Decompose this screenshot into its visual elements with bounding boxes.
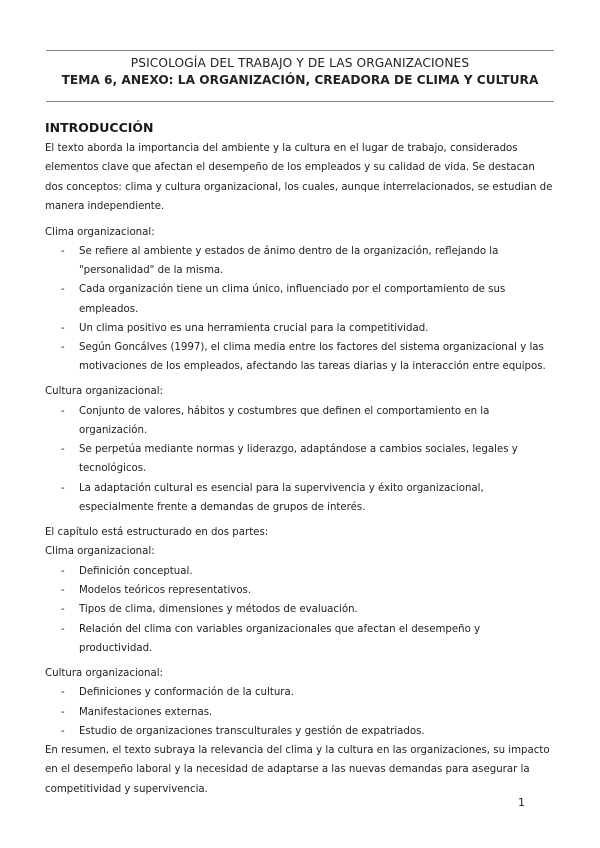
bullet-dash: -: [61, 444, 65, 456]
structure-intro: El capítulo está estructurado en dos partes:: [45, 527, 269, 539]
structure-clima-list: [45, 562, 555, 658]
document-body: [45, 120, 555, 799]
list-item: - Cada organización tiene un clima único, influenciado por el comportamiento de sus empleados.: [45, 280, 555, 318]
list-item: - Modelos teóricos representativos.: [45, 581, 555, 600]
bullet-dash: -: [61, 405, 65, 417]
list-item: - Se refiere al ambiente y estados de ánimo dentro de la organización, reflejando la "personalidad" de la misma.: [45, 242, 555, 280]
course-title: PSICOLOGÍA DEL TRABAJO Y DE LAS ORGANIZACIONES: [130, 56, 470, 70]
list-item: - Un clima positivo es una herramienta crucial para la competitividad.: [45, 319, 555, 338]
bullet-dash: -: [61, 604, 65, 616]
clima-list: [45, 242, 555, 376]
list-item: - Tipos de clima, dimensiones y métodos de evaluación.: [45, 600, 555, 619]
bullet-dash: -: [61, 284, 65, 296]
page-number: 1: [518, 796, 525, 809]
bullet-dash: -: [61, 322, 65, 334]
header-top-rule: [46, 50, 554, 51]
list-item: - Estudio de organizaciones transculturales y gestión de expatriados.: [45, 722, 555, 741]
header-bottom-rule: [46, 101, 554, 102]
structure-cultura-label: Cultura organizacional:: [45, 667, 163, 679]
list-item: - Manifestaciones externas.: [45, 703, 555, 722]
list-item: - Relación del clima con variables organizacionales que afectan el desempeño y productividad.: [45, 620, 555, 658]
cultura-list: [45, 402, 555, 517]
bullet-dash: -: [61, 725, 65, 737]
bullet-dash: -: [61, 565, 65, 577]
structure-clima-label: Clima organizacional:: [45, 546, 155, 558]
list-item: - Según Goncálves (1997), el clima media entre los factores del sistema organizacional y las motivaciones de los empleados, afectando las tareas diarias y la interacción entre equipos.: [45, 338, 555, 376]
bullet-dash: -: [61, 687, 65, 699]
bullet-dash: -: [61, 585, 65, 597]
list-item: - Se perpetúa mediante normas y liderazgo, adaptándose a cambios sociales, legales y tecnológicos.: [45, 440, 555, 478]
summary-paragraph: En resumen, el texto subraya la relevancia del clima y la cultura en las organizaciones, su impacto en el desempeño laboral y la necesidad de adaptarse a las nuevas demandas para asegurar la competitividad y supervivencia.: [45, 744, 550, 795]
topic-title: TEMA 6, ANEXO: LA ORGANIZACIÓN, CREADORA DE CLIMA Y CULTURA: [61, 73, 539, 87]
bullet-dash: -: [61, 342, 65, 354]
bullet-dash: -: [61, 706, 65, 718]
clima-label: Clima organizacional:: [45, 226, 155, 238]
structure-cultura-list: [45, 683, 555, 741]
list-item: - Definiciones y conformación de la cultura.: [45, 683, 555, 702]
cultura-label: Cultura organizacional:: [45, 386, 163, 398]
list-item: - La adaptación cultural es esencial para la supervivencia y éxito organizacional, especialmente frente a demandas de grupos de interés.: [45, 479, 555, 517]
list-item: - Conjunto de valores, hábitos y costumbres que definen el comportamiento en la organización.: [45, 402, 555, 440]
section-heading-introduccion: INTRODUCCIÓN: [45, 120, 154, 135]
intro-paragraph: El texto aborda la importancia del ambiente y la cultura en el lugar de trabajo, considerados elementos clave que afectan el desempeño de los empleados y su calidad de vida. Se destacan dos conceptos: clima y cultura organizacional, los cuales, aunque interrelacionados, se estudian de manera independiente.: [45, 143, 553, 213]
bullet-dash: -: [61, 482, 65, 494]
bullet-dash: -: [61, 623, 65, 635]
list-item: - Definición conceptual.: [45, 562, 555, 581]
document-header: [46, 55, 554, 89]
bullet-dash: -: [61, 246, 65, 258]
